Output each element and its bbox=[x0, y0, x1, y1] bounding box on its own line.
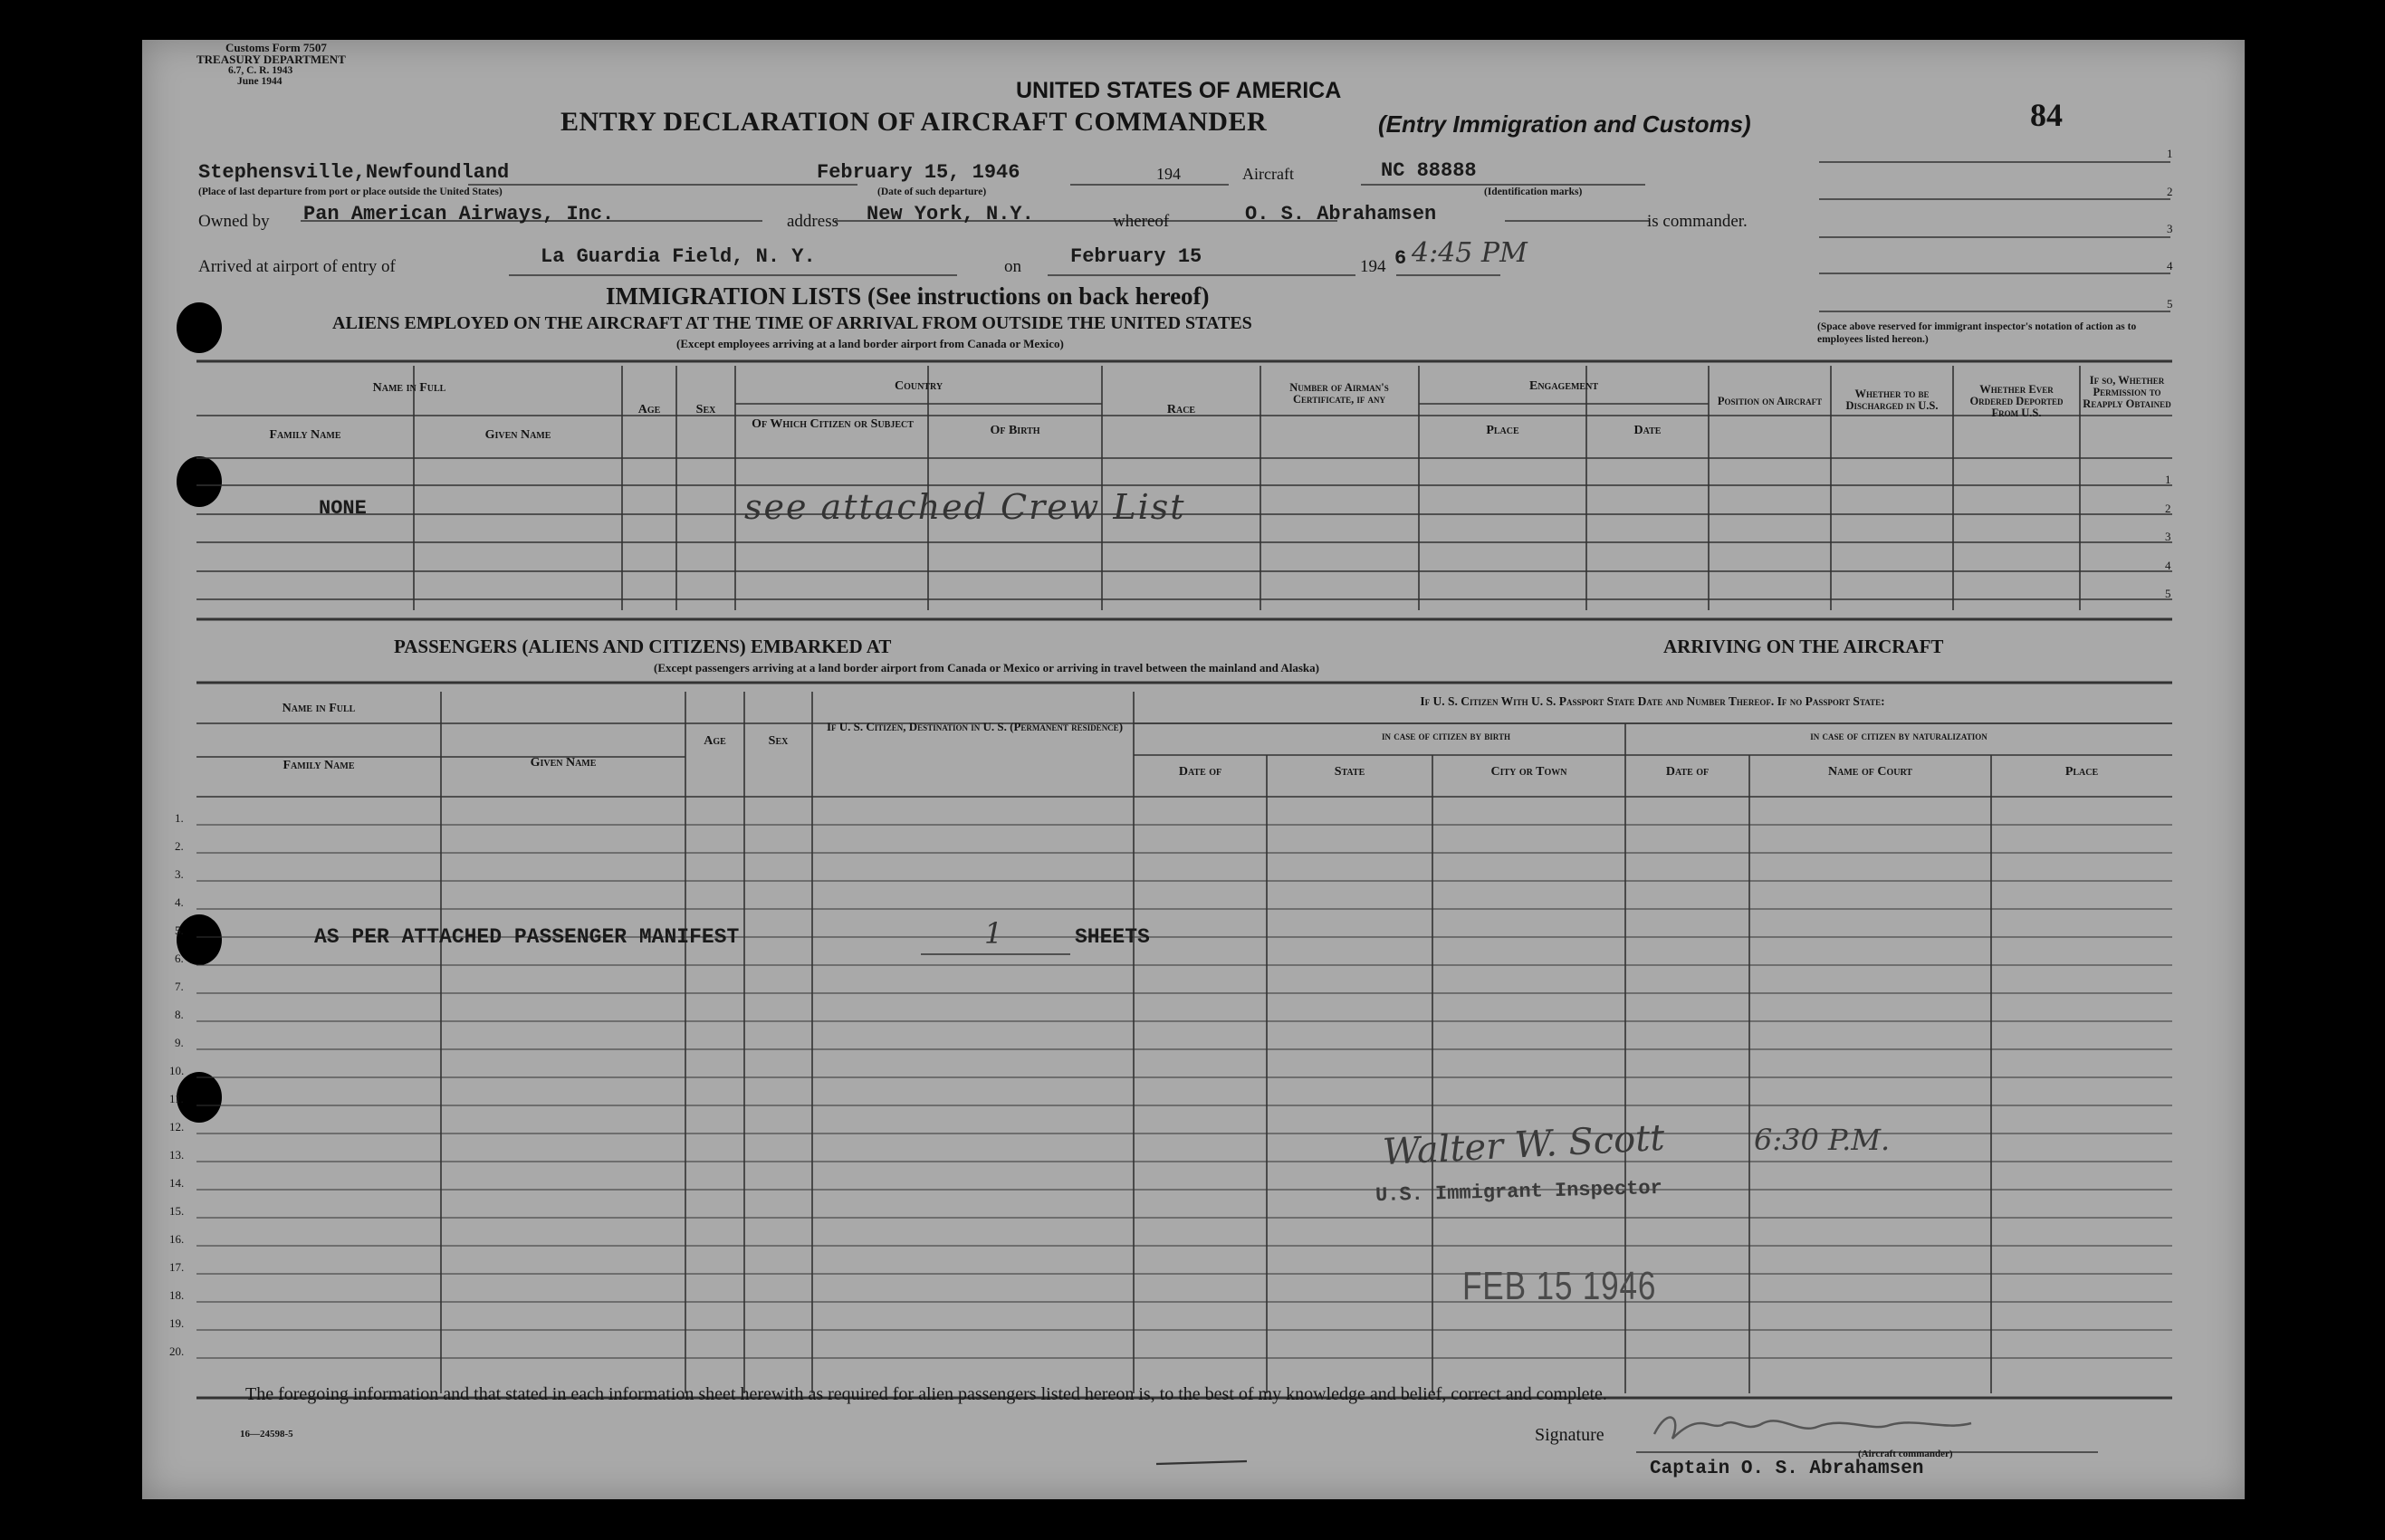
inspection-time-handwritten: 6:30 P.M. bbox=[1754, 1123, 1891, 1157]
departure-date: February 15, 1946 bbox=[817, 161, 1020, 184]
form-date: June 1944 bbox=[237, 76, 283, 87]
passenger-row-number: 17. bbox=[169, 1260, 185, 1274]
passenger-row-number: 18. bbox=[169, 1288, 185, 1302]
address-label: address bbox=[787, 212, 838, 231]
form-title: ENTRY DECLARATION OF AIRCRAFT COMMANDER bbox=[560, 107, 1268, 137]
form-department: TREASURY DEPARTMENT bbox=[196, 53, 346, 66]
inspector-signature: Walter W. Scott bbox=[1382, 1116, 1666, 1174]
passenger-row-number: 4. bbox=[175, 895, 184, 909]
pcol-court: Name of Court bbox=[1828, 765, 1912, 779]
pcol-family-name: Family Name bbox=[283, 759, 355, 772]
declaration-form bbox=[142, 40, 2245, 1499]
passenger-row-number: 3. bbox=[175, 867, 184, 881]
aircraft-label: Aircraft bbox=[1242, 165, 1294, 183]
owner-address: New York, N.Y. bbox=[867, 203, 1034, 225]
passenger-row-number: 5. bbox=[175, 923, 184, 937]
commander-typed-name: Captain O. S. Abrahamsen bbox=[1650, 1459, 1924, 1479]
certification-text: The foregoing information and that stated in each information sheet herewith as required for alien passengers listed hereon is, to the best of my knowledge and belief, correct and complete. bbox=[245, 1384, 1607, 1404]
col-birth: Of Birth bbox=[990, 424, 1040, 437]
passengers-title-right: ARRIVING ON THE AIRCRAFT bbox=[1663, 636, 1944, 657]
family-name-entry: NONE bbox=[319, 497, 367, 520]
print-code: 16—24598-5 bbox=[240, 1429, 293, 1440]
arrival-date: February 15 bbox=[1070, 245, 1202, 268]
country-heading: UNITED STATES OF AMERICA bbox=[1016, 78, 1342, 103]
col-given-name: Given Name bbox=[484, 428, 551, 442]
pcol-state: State bbox=[1334, 765, 1365, 779]
col-age: Age bbox=[637, 403, 661, 416]
immigration-title: IMMIGRATION LISTS (See instructions on back hereof) bbox=[606, 282, 1210, 310]
passengers-note: (Except passengers arriving at a land border airport from Canada or Mexico or arriving in travel between the mainland and Alaska) bbox=[654, 661, 1319, 674]
col-citizen: Of Which Citizen or Subject bbox=[752, 417, 914, 431]
pcol-city: City or Town bbox=[1490, 765, 1567, 779]
reserved-line-number: 1 bbox=[2167, 147, 2173, 160]
pcol-place: Place bbox=[2064, 765, 2099, 779]
pcol-date-of-2: Date of bbox=[1665, 765, 1710, 779]
pcol-destination: If U. S. Citizen, Destination in U. S. (Permanent residence) bbox=[826, 720, 1124, 733]
col-family-name: Family Name bbox=[269, 428, 341, 442]
manifest-sheets: SHEETS bbox=[1075, 925, 1150, 949]
passenger-row-number: 8. bbox=[175, 1008, 184, 1021]
pcol-date-of: Date of bbox=[1178, 765, 1222, 779]
col-engagement: Engagement bbox=[1528, 379, 1598, 393]
passenger-row-number: 16. bbox=[169, 1232, 185, 1246]
manifest-count-handwritten: 1 bbox=[984, 916, 1003, 951]
reserved-line-number: 3 bbox=[2167, 222, 2173, 235]
reserved-caption: (Space above reserved for immigrant inspector's notation of action as to employees listed hereon.) bbox=[1817, 321, 2137, 345]
col-sex: Sex bbox=[695, 403, 716, 416]
passenger-row-number: 9. bbox=[175, 1036, 184, 1049]
owned-by-label: Owned by bbox=[198, 212, 270, 231]
aircraft-id: NC 88888 bbox=[1381, 159, 1477, 182]
passenger-row-number: 10. bbox=[169, 1064, 185, 1077]
immigration-note: (Except employees arriving at a land border airport from Canada or Mexico) bbox=[676, 337, 1064, 350]
on-label: on bbox=[1004, 257, 1021, 276]
passenger-row-number: 15. bbox=[169, 1204, 185, 1218]
pcol-sex: Sex bbox=[768, 734, 789, 748]
col-certificate: Number of Airman's Certificate, if any bbox=[1289, 381, 1389, 406]
col-discharged: Whether to be Discharged in U.S. bbox=[1845, 387, 1939, 412]
col-reapply: If so, Whether Permission to Reapply Obtained bbox=[2083, 374, 2171, 410]
immigration-row-number: 4 bbox=[2165, 559, 2171, 572]
departure-place-caption: (Place of last departure from port or place outside the United States) bbox=[198, 187, 503, 197]
col-race: Race bbox=[1166, 403, 1196, 416]
pcol-age: Age bbox=[704, 734, 726, 748]
aircraft-id-caption: (Identification marks) bbox=[1484, 187, 1583, 197]
pcol-by-birth: in case of citizen by birth bbox=[1382, 729, 1510, 742]
arrival-year-digit: 6 bbox=[1394, 247, 1407, 270]
manifest-text: AS PER ATTACHED PASSENGER MANIFEST bbox=[314, 925, 740, 949]
whereof-label: whereof bbox=[1113, 212, 1170, 231]
form-title-sub: (Entry Immigration and Customs) bbox=[1378, 110, 1751, 138]
col-country: Country bbox=[894, 379, 943, 393]
passenger-row-number: 11. bbox=[169, 1092, 184, 1105]
form-regulation: 6.7, C. R. 1943 bbox=[228, 65, 293, 76]
commander-caption: (Aircraft commander) bbox=[1858, 1449, 1953, 1459]
crew-list-handwritten-note: see attached Crew List bbox=[744, 487, 1186, 527]
passenger-row-number: 19. bbox=[169, 1316, 185, 1330]
arrival-year-prefix: 194 bbox=[1360, 257, 1386, 276]
passengers-title: PASSENGERS (ALIENS AND CITIZENS) EMBARKED AT bbox=[394, 636, 892, 657]
signature-label: Signature bbox=[1535, 1425, 1604, 1445]
commander-signature bbox=[1645, 1398, 1989, 1452]
col-position: Position on Aircraft bbox=[1717, 395, 1823, 407]
form-id: Customs Form 7507 bbox=[225, 41, 327, 54]
arrived-label: Arrived at airport of entry of bbox=[198, 257, 396, 276]
page-number: 84 bbox=[2030, 97, 2063, 133]
passenger-row-number: 1. bbox=[175, 811, 184, 825]
col-name-in-full: Name in Full bbox=[372, 381, 446, 395]
immigration-row-number: 1 bbox=[2165, 473, 2171, 486]
reserved-line-number: 2 bbox=[2167, 185, 2173, 198]
immigration-subtitle: ALIENS EMPLOYED ON THE AIRCRAFT AT THE TIME OF ARRIVAL FROM OUTSIDE THE UNITED STATES bbox=[332, 313, 1252, 333]
commander-suffix: is commander. bbox=[1647, 212, 1748, 231]
pcol-given-name: Given Name bbox=[530, 756, 597, 770]
pcol-passport-header: If U. S. Citizen With U. S. Passport State Date and Number Thereof. If no Passport State: bbox=[1420, 694, 1885, 708]
departure-date-caption: (Date of such departure) bbox=[877, 187, 987, 197]
arrival-airport: La Guardia Field, N. Y. bbox=[541, 245, 816, 268]
arrival-time-handwritten: 4:45 PM bbox=[1412, 237, 1528, 269]
commander-name: O. S. Abrahamsen bbox=[1245, 203, 1437, 225]
pcol-name-in-full: Name in Full bbox=[282, 702, 356, 715]
pcol-by-naturalization: in case of citizen by naturalization bbox=[1810, 729, 1988, 742]
reserved-line-number: 5 bbox=[2167, 297, 2173, 311]
date-stamp: FEB 15 1946 bbox=[1462, 1264, 1657, 1308]
passenger-row-number: 2. bbox=[175, 839, 184, 853]
passenger-row-number: 13. bbox=[169, 1148, 185, 1162]
passenger-row-number: 7. bbox=[175, 980, 184, 993]
col-engagement-date: Date bbox=[1633, 424, 1662, 437]
col-deported: Whether Ever Ordered Deported From U.S. bbox=[1969, 383, 2064, 419]
owner: Pan American Airways, Inc. bbox=[303, 203, 615, 225]
departure-place: Stephensville,Newfoundland bbox=[198, 161, 510, 184]
reserved-line-number: 4 bbox=[2167, 259, 2173, 273]
passenger-row-number: 20. bbox=[169, 1344, 185, 1358]
immigration-row-number: 5 bbox=[2165, 587, 2171, 600]
passenger-row-number: 6. bbox=[175, 952, 184, 965]
immigration-row-number: 3 bbox=[2165, 530, 2171, 543]
passenger-row-number: 14. bbox=[169, 1176, 185, 1190]
passenger-row-number: 12. bbox=[169, 1120, 185, 1133]
departure-date-suffix: 194 bbox=[1156, 165, 1181, 183]
col-engagement-place: Place bbox=[1486, 424, 1519, 437]
immigration-row-number: 2 bbox=[2165, 502, 2171, 515]
inspector-title-stamp: U.S. Immigrant Inspector bbox=[1374, 1176, 1663, 1208]
